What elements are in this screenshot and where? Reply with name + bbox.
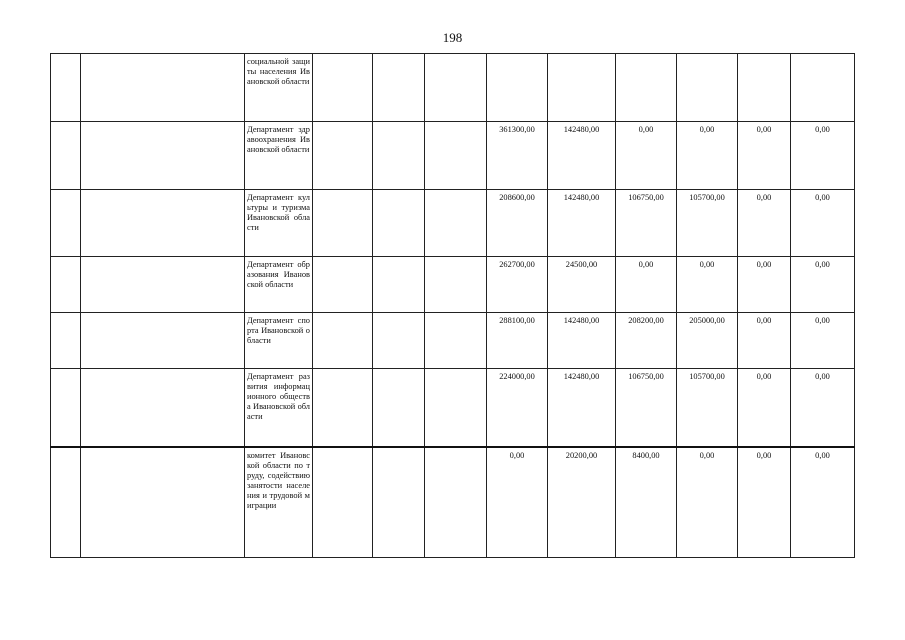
- number-cell: [51, 190, 81, 257]
- value-cell: 0,00: [738, 369, 791, 447]
- value-cell: 224000,00: [487, 369, 548, 447]
- empty-cell: [313, 313, 373, 369]
- empty-cell: [313, 54, 373, 122]
- value-cell: 106750,00: [616, 190, 677, 257]
- empty-cell: [313, 369, 373, 447]
- empty-cell: [425, 122, 487, 190]
- empty-cell: [373, 313, 425, 369]
- value-cell: 0,00: [738, 313, 791, 369]
- empty-cell: [373, 54, 425, 122]
- value-cell: 0,00: [616, 122, 677, 190]
- value-cell: [738, 54, 791, 122]
- value-cell: 142480,00: [548, 313, 616, 369]
- value-cell: 208200,00: [616, 313, 677, 369]
- budget-table: [50, 53, 855, 558]
- value-cell: 105700,00: [677, 190, 738, 257]
- empty-cell: [373, 122, 425, 190]
- name-cell: [81, 313, 245, 369]
- table-row: [51, 447, 855, 558]
- value-cell: 24500,00: [548, 257, 616, 313]
- value-cell: [677, 54, 738, 122]
- name-cell: [81, 54, 245, 122]
- empty-cell: [425, 54, 487, 122]
- value-cell: [791, 54, 855, 122]
- name-cell: [81, 447, 245, 558]
- value-cell: 0,00: [738, 122, 791, 190]
- table-row: [51, 369, 855, 447]
- page-number: 198: [442, 30, 463, 45]
- value-cell: 0,00: [791, 257, 855, 313]
- value-cell: 142480,00: [548, 190, 616, 257]
- number-cell: [51, 54, 81, 122]
- value-cell: 0,00: [487, 447, 548, 558]
- value-cell: 0,00: [791, 447, 855, 558]
- value-cell: [548, 54, 616, 122]
- number-cell: [51, 313, 81, 369]
- value-cell: 0,00: [677, 447, 738, 558]
- name-cell: [81, 257, 245, 313]
- value-cell: 361300,00: [487, 122, 548, 190]
- empty-cell: [373, 369, 425, 447]
- empty-cell: [425, 257, 487, 313]
- value-cell: 0,00: [738, 257, 791, 313]
- empty-cell: [425, 313, 487, 369]
- number-cell: [51, 122, 81, 190]
- organization-cell: Департамент здравоохранения Ивановской области: [245, 122, 313, 190]
- value-cell: 20200,00: [548, 447, 616, 558]
- number-cell: [51, 257, 81, 313]
- value-cell: 262700,00: [487, 257, 548, 313]
- number-cell: [51, 369, 81, 447]
- empty-cell: [425, 190, 487, 257]
- table-row: [51, 54, 855, 122]
- value-cell: 106750,00: [616, 369, 677, 447]
- organization-cell: комитет Ивановской области по труду, содействию занятости населения и трудовой миграции: [245, 447, 313, 558]
- value-cell: 205000,00: [677, 313, 738, 369]
- number-cell: [51, 447, 81, 558]
- value-cell: 0,00: [791, 122, 855, 190]
- table-row: [51, 190, 855, 257]
- organization-cell: Департамент образования Ивановской области: [245, 257, 313, 313]
- organization-cell: Департамент развития информационного общества Ивановской области: [245, 369, 313, 447]
- value-cell: 0,00: [616, 257, 677, 313]
- value-cell: 0,00: [791, 369, 855, 447]
- value-cell: 0,00: [791, 313, 855, 369]
- organization-cell: Департамент культуры и туризма Ивановской области: [245, 190, 313, 257]
- table-row: [51, 257, 855, 313]
- empty-cell: [313, 257, 373, 313]
- value-cell: 288100,00: [487, 313, 548, 369]
- value-cell: 0,00: [677, 122, 738, 190]
- value-cell: [616, 54, 677, 122]
- value-cell: 0,00: [791, 190, 855, 257]
- table-row: [51, 122, 855, 190]
- value-cell: 0,00: [677, 257, 738, 313]
- empty-cell: [425, 369, 487, 447]
- name-cell: [81, 369, 245, 447]
- value-cell: 142480,00: [548, 369, 616, 447]
- value-cell: 208600,00: [487, 190, 548, 257]
- value-cell: 0,00: [738, 447, 791, 558]
- empty-cell: [373, 190, 425, 257]
- empty-cell: [313, 190, 373, 257]
- empty-cell: [373, 257, 425, 313]
- value-cell: 0,00: [738, 190, 791, 257]
- value-cell: 105700,00: [677, 369, 738, 447]
- value-cell: 142480,00: [548, 122, 616, 190]
- empty-cell: [425, 447, 487, 558]
- organization-cell: социальной защиты населения Ивановской области: [245, 54, 313, 122]
- empty-cell: [373, 447, 425, 558]
- empty-cell: [313, 122, 373, 190]
- value-cell: [487, 54, 548, 122]
- value-cell: 8400,00: [616, 447, 677, 558]
- empty-cell: [313, 447, 373, 558]
- table-row: [51, 313, 855, 369]
- name-cell: [81, 122, 245, 190]
- name-cell: [81, 190, 245, 257]
- organization-cell: Департамент спорта Ивановской области: [245, 313, 313, 369]
